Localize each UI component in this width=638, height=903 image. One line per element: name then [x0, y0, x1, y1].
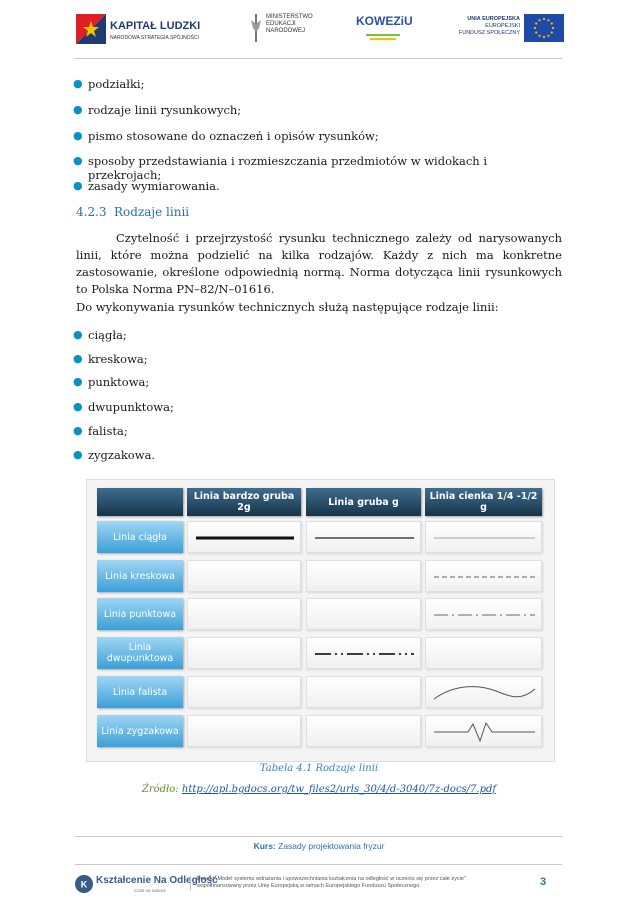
list-item: ● falista; [73, 424, 128, 438]
footer-divider [75, 864, 562, 865]
line-sample [426, 599, 543, 631]
project-info: Projekt „Model systemu wdrażania i upowszechniania kształcenia na odległość w uczeniu się przez całe życie” współfinansowany przez Unię Europejską w ramach Europejskiego Funduszu Społecznego. [190, 876, 527, 890]
kapital-ludzki-flag-icon [76, 14, 106, 44]
bullet-icon: ● [73, 328, 83, 341]
bullet-icon: ● [73, 179, 83, 192]
section-number: 4.2.3 [76, 205, 107, 219]
table-cell [306, 598, 421, 630]
ministry-name: MINISTERSTWO EDUKACJI NARODOWEJ [266, 14, 313, 34]
kapital-ludzki-title: KAPITAŁ LUDZKI [110, 20, 201, 32]
course-name: Zasady projektowania fryzur [278, 841, 385, 851]
kowezu-name: KOWEZiU [356, 14, 413, 28]
course-line [0, 841, 638, 851]
section-heading [76, 205, 189, 219]
table-cell [425, 715, 542, 747]
table-cell [306, 637, 421, 669]
table-cell [187, 715, 301, 747]
row-header: Linia falista [97, 676, 183, 708]
column-header: Linia bardzo gruba 2g [187, 488, 301, 516]
row-header: Linia ciągła [97, 521, 183, 553]
bullet-icon: ● [73, 375, 83, 388]
table-cell [425, 521, 542, 553]
table-cell [306, 715, 421, 747]
bullet-icon: ● [73, 400, 83, 413]
column-header: Linia gruba g [306, 488, 421, 516]
eu-logo [460, 14, 564, 44]
source-line [0, 784, 638, 795]
source-link[interactable]: http://apl.bgdocs.org/tw_files2/urls_30/4/d-3040/7z-docs/7.pdf [181, 784, 497, 795]
row-header: Linia dwupunktowa [97, 637, 183, 669]
table-caption: Tabela 4.1 Rodzaje linii [259, 763, 379, 774]
line-sample [426, 716, 543, 748]
row-header: Linia punktowa [97, 598, 183, 630]
line-sample [426, 677, 543, 709]
bullet-icon: ● [73, 154, 83, 167]
bullet-icon: ● [73, 129, 83, 142]
line-sample [307, 638, 422, 670]
list-item: ● pismo stosowane do oznaczeń i opisów rysunków; [73, 129, 379, 143]
eu-flag-icon [524, 14, 564, 42]
table-cell [425, 598, 542, 630]
source-label: Źródło: [141, 784, 179, 795]
kapital-ludzki-logo [76, 14, 200, 48]
line-sample [307, 522, 422, 554]
line-sample [426, 561, 543, 593]
footer-divider [75, 836, 562, 837]
table-cell [187, 676, 301, 708]
row-header: Linia kreskowa [97, 560, 183, 592]
table-cell [425, 560, 542, 592]
header-divider [75, 58, 562, 59]
kno-mark-icon [74, 874, 94, 894]
eagle-icon [250, 14, 262, 42]
svg-text:K: K [80, 879, 88, 890]
bullet-icon: ● [73, 103, 83, 116]
paragraph: Czytelność i przejrzystość rysunku technicznego zależy od narysowanych linii, które można podzielić na kilka rodzajów. Każdy z nich ma konkretne zastosowanie, określone odpowiednią normą. Norma dotycząca linii rysunkowych to Polska Norma PN–82/N–01616. [76, 231, 562, 296]
table-cell [187, 598, 301, 630]
kno-logo [74, 872, 218, 896]
line-sample [426, 522, 543, 554]
line-types-table [86, 479, 555, 762]
bullet-icon: ● [73, 352, 83, 365]
kno-tagline: Czas na sukces [134, 888, 166, 893]
list-item: ● zasady wymiarowania. [73, 179, 220, 193]
ministry-logo [250, 12, 318, 48]
table-cell [187, 560, 301, 592]
table-cell [187, 637, 301, 669]
kapital-ludzki-subtitle: NARODOWA STRATEGIA SPÓJNOŚCI [110, 35, 199, 41]
line-sample [188, 522, 302, 554]
list-item: ● kreskowa; [73, 352, 148, 366]
list-item: ● dwupunktowa; [73, 400, 174, 414]
page-number: 3 [540, 876, 547, 888]
table-cell [425, 637, 542, 669]
column-header: Linia cienka 1/4 -1/2 g [425, 488, 542, 516]
course-label: Kurs: [253, 841, 276, 851]
kno-name: Kształcenie Na Odległość [96, 875, 218, 886]
list-item: ● zygzakowa. [73, 448, 156, 462]
paragraph: Do wykonywania rysunków technicznych służą następujące rodzaje linii: [76, 300, 499, 314]
list-item: ● punktowa; [73, 375, 150, 389]
table-cell [306, 560, 421, 592]
table-cell [425, 676, 542, 708]
list-item: ● podziałki; [73, 77, 145, 91]
list-item: ● ciągła; [73, 328, 127, 342]
kowezu-mark-icon [366, 32, 400, 42]
row-header: Linia zygzakowa [97, 715, 183, 747]
eu-text: UNIA EUROPEJSKA EUROPEJSKI FUNDUSZ SPOŁECZNY [458, 16, 520, 36]
bullet-icon: ● [73, 424, 83, 437]
list-item: ● sposoby przedstawiania i rozmieszczania przedmiotów w widokach i przekrojach; [73, 154, 488, 182]
table-cell [306, 676, 421, 708]
section-title: Rodzaje linii [114, 205, 190, 219]
bullet-icon: ● [73, 448, 83, 461]
table-cell [187, 521, 301, 553]
list-item: ● rodzaje linii rysunkowych; [73, 103, 242, 117]
page-header [0, 0, 638, 56]
bullet-icon: ● [73, 77, 83, 90]
table-corner-cell [97, 488, 183, 516]
kowezu-logo [356, 10, 413, 50]
table-cell [306, 521, 421, 553]
